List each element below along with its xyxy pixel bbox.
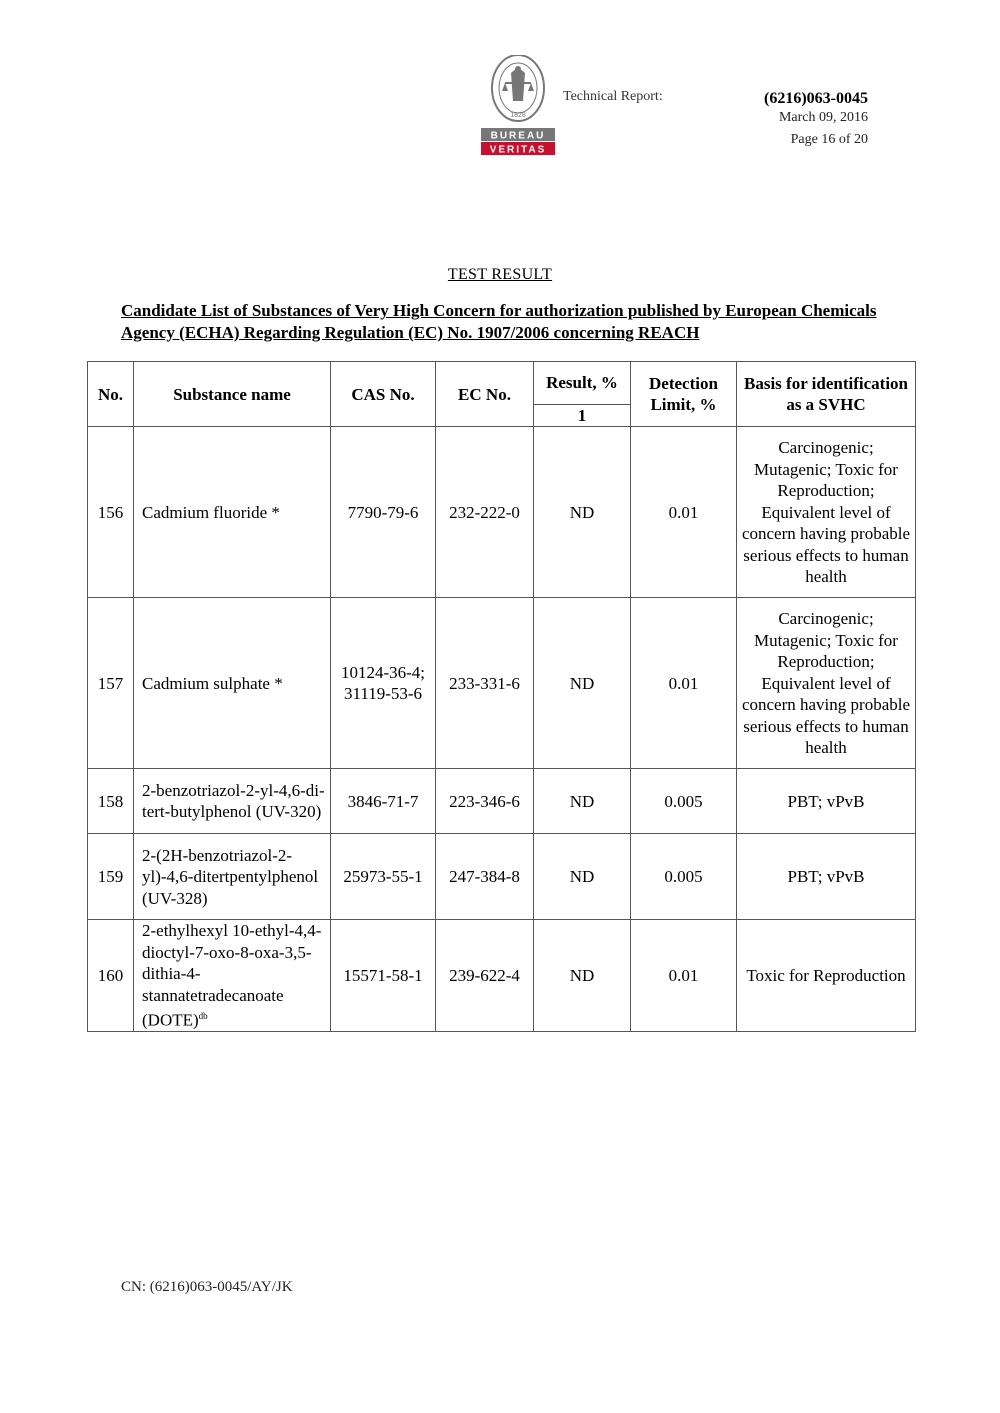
table-row: [88, 769, 916, 834]
svhc-table: [87, 361, 916, 1032]
row-substance: [134, 920, 331, 1032]
table-row: [88, 598, 916, 769]
row-result: ND: [534, 834, 631, 920]
row-limit: 0.01: [631, 920, 737, 1032]
row-result: ND: [534, 769, 631, 834]
row-result: ND: [534, 427, 631, 598]
row-substance-superscript: db: [198, 1011, 208, 1022]
row-result: ND: [534, 598, 631, 769]
row-basis: Toxic for Reproduction: [737, 920, 916, 1032]
header-result-sub: 1: [534, 405, 631, 427]
row-limit: 0.01: [631, 598, 737, 769]
row-cas: 10124-36-4; 31119-53-6: [331, 598, 436, 769]
row-ec: 239-622-4: [436, 920, 534, 1032]
row-basis: PBT; vPvB: [737, 834, 916, 920]
row-no: 157: [88, 598, 134, 769]
row-ec: 233-331-6: [436, 598, 534, 769]
row-no: 156: [88, 427, 134, 598]
table-heading: Candidate List of Substances of Very High Concern for authorization published by European Chemicals Agency (ECHA) Regarding Regulation (EC) No. 1907/2006 concerning REACH: [121, 301, 877, 342]
row-basis: PBT; vPvB: [737, 769, 916, 834]
header-cas: CAS No.: [331, 362, 436, 427]
table-row: [88, 427, 916, 598]
row-substance-text: 2-ethylhexyl 10-ethyl-4,4-dioctyl-7-oxo-8-oxa-3,5-dithia-4-stannatetradecanoate (DOTE): [142, 921, 322, 1030]
header-basis: Basis for identification as a SVHC: [737, 362, 916, 427]
bureau-veritas-logo: [475, 55, 561, 157]
page-number: Page 16 of 20: [790, 132, 868, 147]
report-label: Technical Report:: [563, 89, 663, 104]
row-cas: 25973-55-1: [331, 834, 436, 920]
header-substance: Substance name: [134, 362, 331, 427]
row-substance: 2-benzotriazol-2-yl-4,6-di-tert-butylphenol (UV-320): [134, 769, 331, 834]
header-detection: Detection Limit, %: [631, 362, 737, 427]
row-no: 159: [88, 834, 134, 920]
table-row: [88, 920, 916, 1032]
logo-year: 1828: [510, 112, 526, 119]
row-cas: 7790-79-6: [331, 427, 436, 598]
row-basis: Carcinogenic; Mutagenic; Toxic for Reproduction; Equivalent level of concern having probable serious effects to human health: [737, 598, 916, 769]
row-result: ND: [534, 920, 631, 1032]
logo-word-bureau: BUREAU: [490, 130, 546, 142]
row-no: 158: [88, 769, 134, 834]
row-ec: 232-222-0: [436, 427, 534, 598]
row-substance: Cadmium fluoride *: [134, 427, 331, 598]
row-limit: 0.005: [631, 769, 737, 834]
row-limit: 0.01: [631, 427, 737, 598]
section-title: TEST RESULT: [447, 266, 553, 283]
header-ec: EC No.: [436, 362, 534, 427]
row-ec: 223-346-6: [436, 769, 534, 834]
row-cas: 15571-58-1: [331, 920, 436, 1032]
row-no: 160: [88, 920, 134, 1032]
logo-word-veritas: VERITAS: [489, 144, 547, 156]
header-result: Result, %: [534, 362, 631, 405]
row-cas: 3846-71-7: [331, 769, 436, 834]
row-basis: Carcinogenic; Mutagenic; Toxic for Reproduction; Equivalent level of concern having probable serious effects to human health: [737, 427, 916, 598]
report-date: March 09, 2016: [778, 110, 868, 125]
row-limit: 0.005: [631, 834, 737, 920]
row-ec: 247-384-8: [436, 834, 534, 920]
table-row: [88, 834, 916, 920]
row-substance: Cadmium sulphate *: [134, 598, 331, 769]
row-substance: 2-(2H-benzotriazol-2-yl)-4,6-ditertpentylphenol (UV-328): [134, 834, 331, 920]
report-number: (6216)063-0045: [764, 90, 868, 107]
header-no: No.: [88, 362, 134, 427]
footer-cn: CN: (6216)063-0045/AY/JK: [121, 1279, 293, 1295]
